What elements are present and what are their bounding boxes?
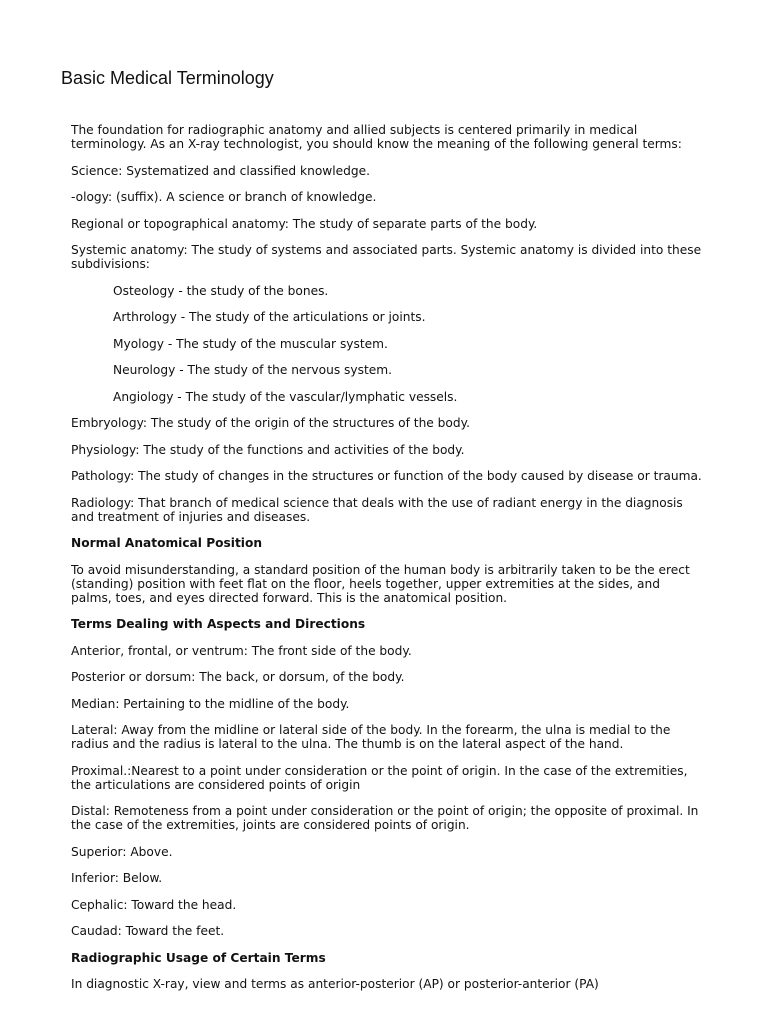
paragraph: Regional or topographical anatomy: The study of separate parts of the body. <box>71 216 538 231</box>
paragraph: Anterior, frontal, or ventrum: The front side of the body. <box>71 643 412 658</box>
paragraph: Cephalic: Toward the head. <box>71 897 237 912</box>
paragraph: To avoid misunderstanding, a standard position of the human body is arbitrarily taken to be the erect (standing) position with feet flat on the floor, heels together, upper extremities at the sides, and palms, toes, and eyes directed forward. This is the anatomical position. <box>71 562 690 605</box>
section-heading: Normal Anatomical Position <box>71 536 262 550</box>
paragraph: Superior: Above. <box>71 844 173 859</box>
paragraph: Inferior: Below. <box>71 871 163 885</box>
paragraph: Lateral: Away from the midline or lateral side of the body. In the forearm, the ulna is medial to the radius and the radius is lateral to the ulna. The thumb is on the lateral aspect of the hand. <box>71 723 671 751</box>
page-title: Basic Medical Terminology <box>61 68 274 88</box>
paragraph: -ology: (suffix). A science or branch of knowledge. <box>71 190 377 204</box>
paragraph: Pathology: The study of changes in the structures or function of the body caused by disease or trauma. <box>71 469 702 483</box>
paragraph: Physiology: The study of the functions and activities of the body. <box>71 442 465 457</box>
document-body <box>71 123 703 991</box>
subdivision-item: Arthrology - The study of the articulations or joints. <box>113 310 426 324</box>
paragraph: Radiology: That branch of medical science that deals with the use of radiant energy in the diagnosis and treatment of injuries and diseases. <box>71 495 683 524</box>
paragraph: In diagnostic X-ray, view and terms as anterior-posterior (AP) or posterior-anterior (PA) <box>71 977 599 991</box>
subdivision-item: Neurology - The study of the nervous system. <box>113 363 392 377</box>
paragraph: Posterior or dorsum: The back, or dorsum, of the body. <box>71 670 405 684</box>
paragraph: Distal: Remoteness from a point under consideration or the point of origin; the opposite of proximal. In the case of the extremities, joints are considered points of origin. <box>71 804 699 832</box>
paragraph: Systemic anatomy: The study of systems and associated parts. Systemic anatomy is divided into these subdivisions: <box>71 243 702 271</box>
paragraph: Caudad: Toward the feet. <box>71 924 225 938</box>
section-heading: Terms Dealing with Aspects and Directions <box>71 617 366 631</box>
paragraph: Embryology: The study of the origin of the structures of the body. <box>71 416 470 430</box>
section-heading: Radiographic Usage of Certain Terms <box>71 950 326 965</box>
subdivision-item: Angiology - The study of the vascular/lymphatic vessels. <box>113 389 458 404</box>
paragraph: Science: Systematized and classified knowledge. <box>71 163 370 178</box>
subdivision-item: Osteology - the study of the bones. <box>113 283 329 298</box>
paragraph: Proximal.:Nearest to a point under consideration or the point of origin. In the case of the extremities, the articulations are considered points of origin <box>71 763 688 792</box>
subdivision-item: Myology - The study of the muscular system. <box>113 336 388 351</box>
paragraph: The foundation for radiographic anatomy and allied subjects is centered primarily in medical terminology. As an X-ray technologist, you should know the meaning of the following general terms: <box>71 123 682 151</box>
paragraph: Median: Pertaining to the midline of the body. <box>71 696 350 711</box>
